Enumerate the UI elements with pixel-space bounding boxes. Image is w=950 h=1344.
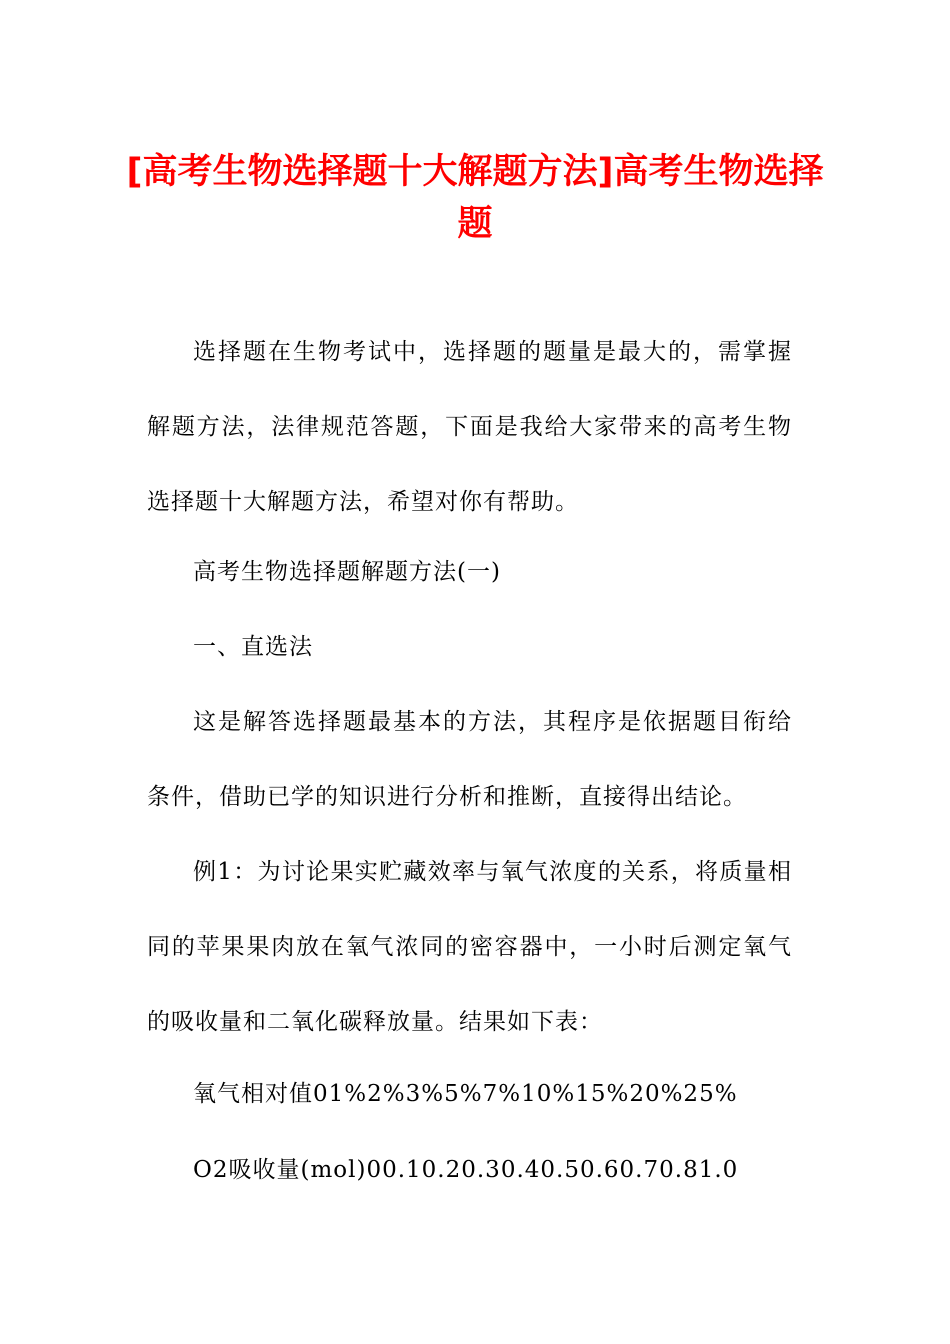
method-heading: 一、直选法 [193, 634, 313, 660]
o2-absorption-values: O2吸收量(mol)00.10.20.30.40.50.60.70.81.0 [193, 1157, 739, 1183]
intro-paragraph: 选择题在生物考试中，选择题的题量是最大的，需掌握解题方法，法律规范答题，下面是我给大家带来的高考生物选择题十大解题方法，希望对你有帮助。 [147, 339, 792, 515]
section-heading: 高考生物选择题解题方法(一) [193, 559, 501, 585]
document-title: [高考生物选择题十大解题方法]高考生物选择题 [126, 152, 824, 244]
oxygen-relative-values: 氧气相对值01%2%3%5%7%10%15%20%25% [193, 1081, 738, 1107]
method-description: 这是解答选择题最基本的方法，其程序是依据题目衔给条件，借助已学的知识进行分析和推断，直接得出结论。 [147, 709, 792, 810]
example-paragraph: 例1：为讨论果实贮藏效率与氧气浓度的关系，将质量相同的苹果果肉放在氧气浓同的密容器中，一小时后测定氧气的吸收量和二氧化碳释放量。结果如下表： [147, 859, 792, 1035]
